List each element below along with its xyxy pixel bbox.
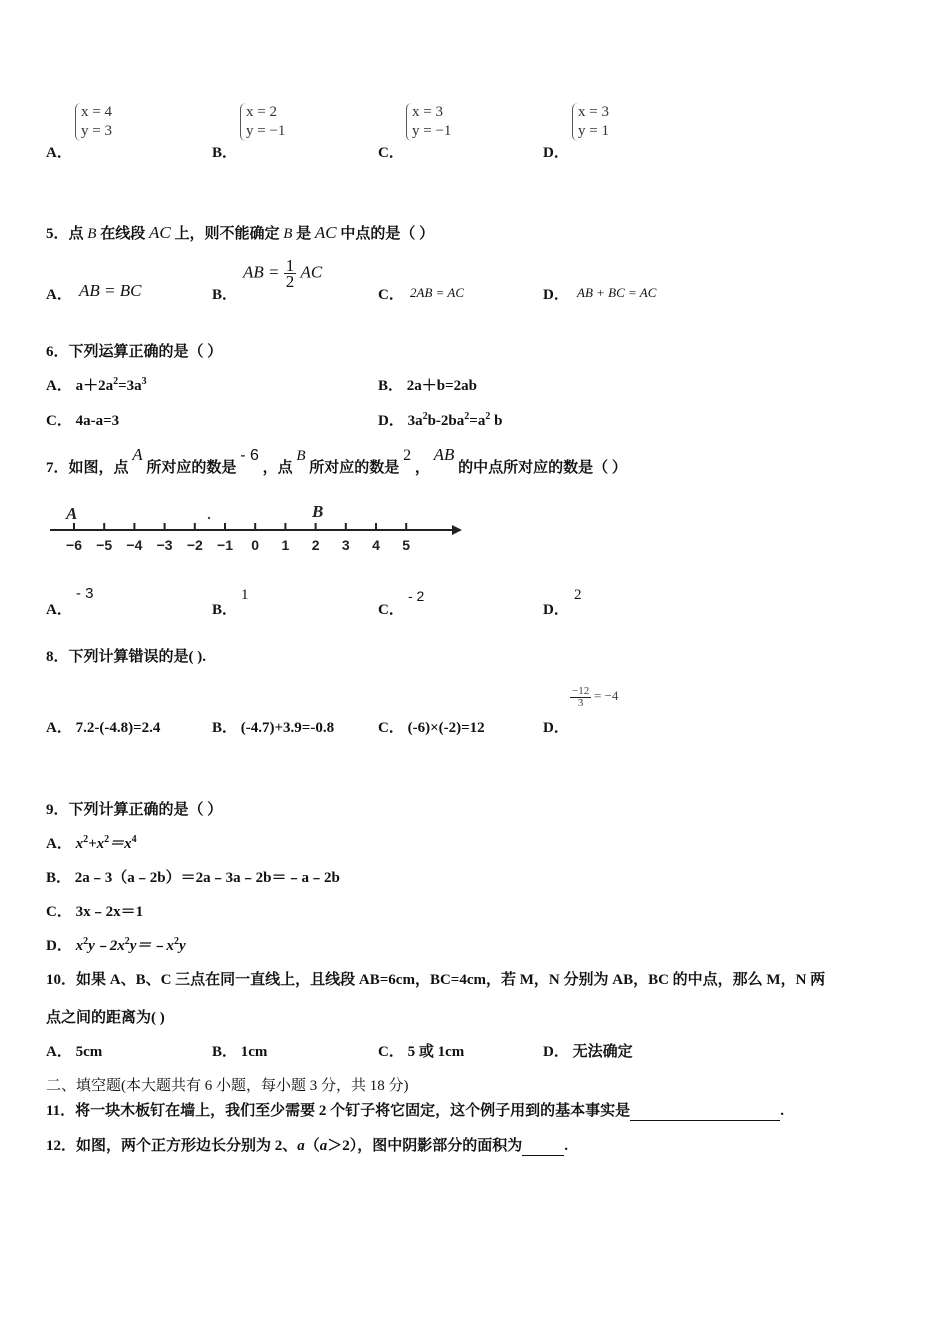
q7-var-b: B	[296, 448, 306, 464]
section-2-title: 二、填空题(本大题共有 6 小题，每小题 3 分，共 18 分)	[46, 1078, 409, 1094]
q6-stem: 6．下列运算正确的是（ ）	[46, 344, 223, 360]
q4-option-c-system	[406, 103, 451, 141]
q11-text: 11．将一块木板钉在墙上，我们至少需要 2 个钉子将它固定，这个例子用到的基本事实是	[46, 1103, 631, 1119]
q5-var-b1: B	[87, 226, 97, 242]
q10-option-b-label: B．	[212, 1044, 238, 1060]
q9-option-d	[46, 934, 186, 955]
q5-option-b-fraction	[284, 258, 297, 289]
q6-d-p5: 2	[485, 411, 491, 422]
q9-d-p4: y＝﹣x	[129, 938, 174, 954]
tick-label: 1	[281, 537, 290, 553]
q10-line1: 10．如果 A、B、C 三点在同一直线上，且线段 AB=6cm，BC=4cm，若 M，N 分别为 AB，BC 的中点，那么 M，N 两	[46, 972, 826, 988]
q9-option-b	[46, 866, 340, 887]
q9-option-c	[46, 900, 143, 921]
q7-option-c-label: C．	[378, 602, 404, 618]
q6-d-p4: =a	[469, 413, 486, 429]
stray-dot	[208, 517, 210, 519]
q7-stem	[46, 444, 627, 474]
number-line-ticks	[66, 523, 410, 553]
q10-option-d-text: 无法确定	[572, 1044, 633, 1060]
q9-a-p4: ＝x	[109, 836, 132, 852]
q8-option-c	[378, 716, 485, 737]
q7-val-a: - 6	[240, 447, 259, 464]
q12-text-a: 12．如图，两个正方形边长分别为 2、	[46, 1138, 298, 1154]
q5-option-b-rhs: AC	[300, 262, 323, 282]
q6-option-d	[378, 409, 502, 430]
q8-option-d-fraction	[570, 686, 591, 709]
q10-line2: 点之间的距离为( )	[46, 1010, 165, 1026]
tick-label: −1	[217, 537, 233, 553]
q6-option-a	[46, 374, 147, 395]
q8-option-d-den: 3	[577, 697, 584, 709]
q6-d-p0: 3a	[407, 413, 423, 429]
q4-option-c-label: C．	[378, 145, 404, 161]
q9-a-p1: 2	[83, 834, 89, 845]
q4-option-b-eq1: x = 2	[246, 104, 277, 120]
number-line-svg	[44, 498, 464, 560]
q5-stem-d: 是	[296, 226, 312, 242]
point-a-label: A	[66, 504, 78, 523]
q8-option-c-text: (-6)×(-2)=12	[407, 720, 485, 736]
q7-option-d-value: 2	[574, 587, 582, 603]
q5-stem-a: 点	[68, 226, 84, 242]
q6-d-p1: 2	[422, 411, 428, 422]
q9-a-p0: x	[75, 836, 84, 852]
q4-option-b-label: B．	[212, 145, 238, 161]
q4-option-a-eq1: x = 4	[81, 104, 112, 120]
q8-option-d-rhs: = −4	[593, 688, 619, 704]
q9-a-p5: 4	[131, 834, 137, 845]
q12-text-c: ＞2），图中阴影部分的面积为	[327, 1138, 523, 1154]
q7-stem-c: ，点	[262, 460, 293, 476]
q5-number: 5．	[46, 226, 69, 242]
q10-option-c-text: 5 或 1cm	[407, 1044, 465, 1060]
tick-label: 5	[402, 537, 411, 553]
tick-label: 3	[341, 537, 350, 553]
q8-option-c-label: C．	[378, 720, 404, 736]
q8-option-d-expr	[570, 686, 618, 709]
q6-a-p0: a＋2a	[75, 378, 114, 394]
q5-option-b-den: 2	[285, 272, 295, 291]
q12-answer-blank[interactable]	[522, 1138, 564, 1156]
q5-option-d-text: AB + BC = AC	[577, 285, 657, 300]
q5-option-a-text: AB = BC	[79, 281, 142, 300]
q6-a-p3: 3	[141, 376, 147, 387]
q10-option-a	[46, 1040, 102, 1061]
q7-var-a: A	[132, 445, 143, 464]
q6-a-p2: =3a	[118, 378, 142, 394]
q8-stem: 8．下列计算错误的是( ).	[46, 649, 206, 665]
q11	[46, 1099, 784, 1121]
q10-option-b-text: 1cm	[240, 1044, 268, 1060]
point-b-label: B	[312, 502, 324, 521]
q12	[46, 1134, 568, 1156]
q5-stem	[46, 222, 434, 243]
q5-var-ac1: AC	[148, 223, 171, 242]
q7-option-b-label: B．	[212, 602, 238, 618]
q4-option-d-eq2: y = 1	[578, 123, 609, 139]
q9-option-a-label: A．	[46, 836, 72, 852]
q6-option-a-label: A．	[46, 378, 72, 394]
q6-option-b	[378, 374, 477, 395]
q5-var-ac2: AC	[314, 223, 337, 242]
tick-label: −4	[126, 537, 143, 553]
number-line-arrow	[452, 525, 462, 535]
q11-answer-blank[interactable]	[630, 1103, 780, 1121]
q9-d-p0: x	[75, 938, 84, 954]
q5-option-b-expr	[243, 258, 322, 289]
q4-option-b-eq2: y = −1	[246, 123, 286, 139]
q6-d-p2: b-2ba	[427, 413, 465, 429]
q6-option-d-label: D．	[378, 413, 404, 429]
q5-option-c-text: 2AB = AC	[410, 285, 465, 300]
tick-label: 4	[372, 537, 380, 553]
q7-stem-a: 如图，点	[68, 460, 129, 476]
q4-option-c-eq2: y = −1	[412, 123, 452, 139]
q10-option-d	[543, 1040, 633, 1061]
q6-option-c	[46, 409, 119, 430]
q7-val-b: 2	[403, 447, 412, 464]
q5-stem-c: 上，则不能确定	[174, 226, 280, 242]
tick-label: 2	[311, 537, 320, 553]
q10-option-a-text: 5cm	[75, 1044, 103, 1060]
q7-stem-d: 所对应的数是	[309, 460, 400, 476]
q8-option-b	[212, 716, 334, 737]
q10-option-c	[378, 1040, 464, 1061]
q8-option-a-label: A．	[46, 720, 72, 736]
q5-stem-b: 在线段	[100, 226, 146, 242]
q10-option-d-label: D．	[543, 1044, 569, 1060]
q7-stem-b: 所对应的数是	[146, 460, 237, 476]
q5-option-b-num: 1	[285, 256, 295, 275]
tick-label: −6	[66, 537, 82, 553]
q5-option-a-label: A．	[46, 287, 72, 303]
q5-option-c-label: C．	[378, 287, 404, 303]
q7-option-d-label: D．	[543, 602, 569, 618]
q9-d-p6: y	[178, 938, 186, 954]
q6-option-b-label: B．	[378, 378, 404, 394]
q6-a-p1: 2	[113, 376, 119, 387]
q6-option-b-text: 2a＋b=2ab	[406, 378, 477, 394]
q7-option-c-value: - 2	[408, 588, 425, 604]
q7-stem-e: ，	[414, 460, 430, 476]
q8-option-d-label: D．	[543, 720, 569, 736]
q7-stem-f: 的中点所对应的数是（ ）	[458, 460, 627, 476]
q8-option-b-label: B．	[212, 720, 238, 736]
q4-option-d-eq1: x = 3	[578, 104, 609, 120]
q5-stem-e: 中点的是（ ）	[340, 226, 435, 242]
q9-option-b-text: 2a﹣3（a﹣2b）＝2a﹣3a﹣2b＝﹣a﹣2b	[74, 870, 340, 886]
q4-option-a-label: A．	[46, 145, 72, 161]
q4-option-d-label: D．	[543, 145, 569, 161]
q5-var-b2: B	[283, 226, 293, 242]
tick-label: −5	[96, 537, 113, 553]
q4-option-c-eq1: x = 3	[412, 104, 443, 120]
q8-option-b-text: (-4.7)+3.9=-0.8	[240, 720, 335, 736]
q6-option-c-label: C．	[46, 413, 72, 429]
q9-d-p2: y﹣2x	[88, 938, 125, 954]
q4-option-b-system	[240, 103, 285, 141]
q9-stem: 9．下列计算正确的是（ ）	[46, 802, 223, 818]
q6-option-c-text: 4a-a=3	[75, 413, 120, 429]
q9-option-b-label: B．	[46, 870, 72, 886]
q9-option-c-label: C．	[46, 904, 72, 920]
q9-d-p5: 2	[173, 936, 179, 947]
q12-var-a2: a	[319, 1138, 328, 1154]
q8-option-d-num: −12	[572, 685, 590, 697]
number-line-figure	[44, 498, 464, 560]
q9-option-d-label: D．	[46, 938, 72, 954]
q7-option-a-value: - 3	[76, 585, 94, 602]
q8-option-a-text: 7.2-(-4.8)=2.4	[75, 720, 161, 736]
q7-option-a-label: A．	[46, 602, 72, 618]
q5-option-b-label: B．	[212, 287, 238, 303]
q4-option-a-eq2: y = 3	[81, 123, 112, 139]
tick-label: −3	[156, 537, 173, 553]
q11-end: .	[780, 1103, 784, 1119]
q12-end: .	[564, 1138, 569, 1154]
q7-option-b-value: 1	[241, 587, 249, 603]
q4-option-a-system	[75, 103, 112, 141]
q9-option-c-text: 3x﹣2x＝1	[75, 904, 144, 920]
q12-text-b: （	[304, 1138, 320, 1154]
q9-a-p2: +x	[88, 836, 105, 852]
q5-option-b-lhs: AB =	[243, 262, 280, 282]
q8-option-a	[46, 716, 160, 737]
q9-option-a	[46, 832, 137, 853]
q9-a-p3: 2	[104, 834, 110, 845]
q4-option-d-system	[572, 103, 609, 141]
q10-option-c-label: C．	[378, 1044, 404, 1060]
q9-d-p3: 2	[124, 936, 130, 947]
q10-option-b	[212, 1040, 267, 1061]
q7-var-ab: AB	[433, 445, 455, 464]
tick-label: −2	[186, 537, 203, 553]
q9-d-p1: 2	[83, 936, 89, 947]
q5-option-d-label: D．	[543, 287, 569, 303]
q10-option-a-label: A．	[46, 1044, 72, 1060]
tick-label: 0	[251, 537, 260, 553]
q6-d-p6: b	[490, 413, 503, 429]
q12-var-a: a	[297, 1138, 305, 1154]
q7-number: 7．	[46, 460, 69, 476]
q6-d-p3: 2	[464, 411, 470, 422]
